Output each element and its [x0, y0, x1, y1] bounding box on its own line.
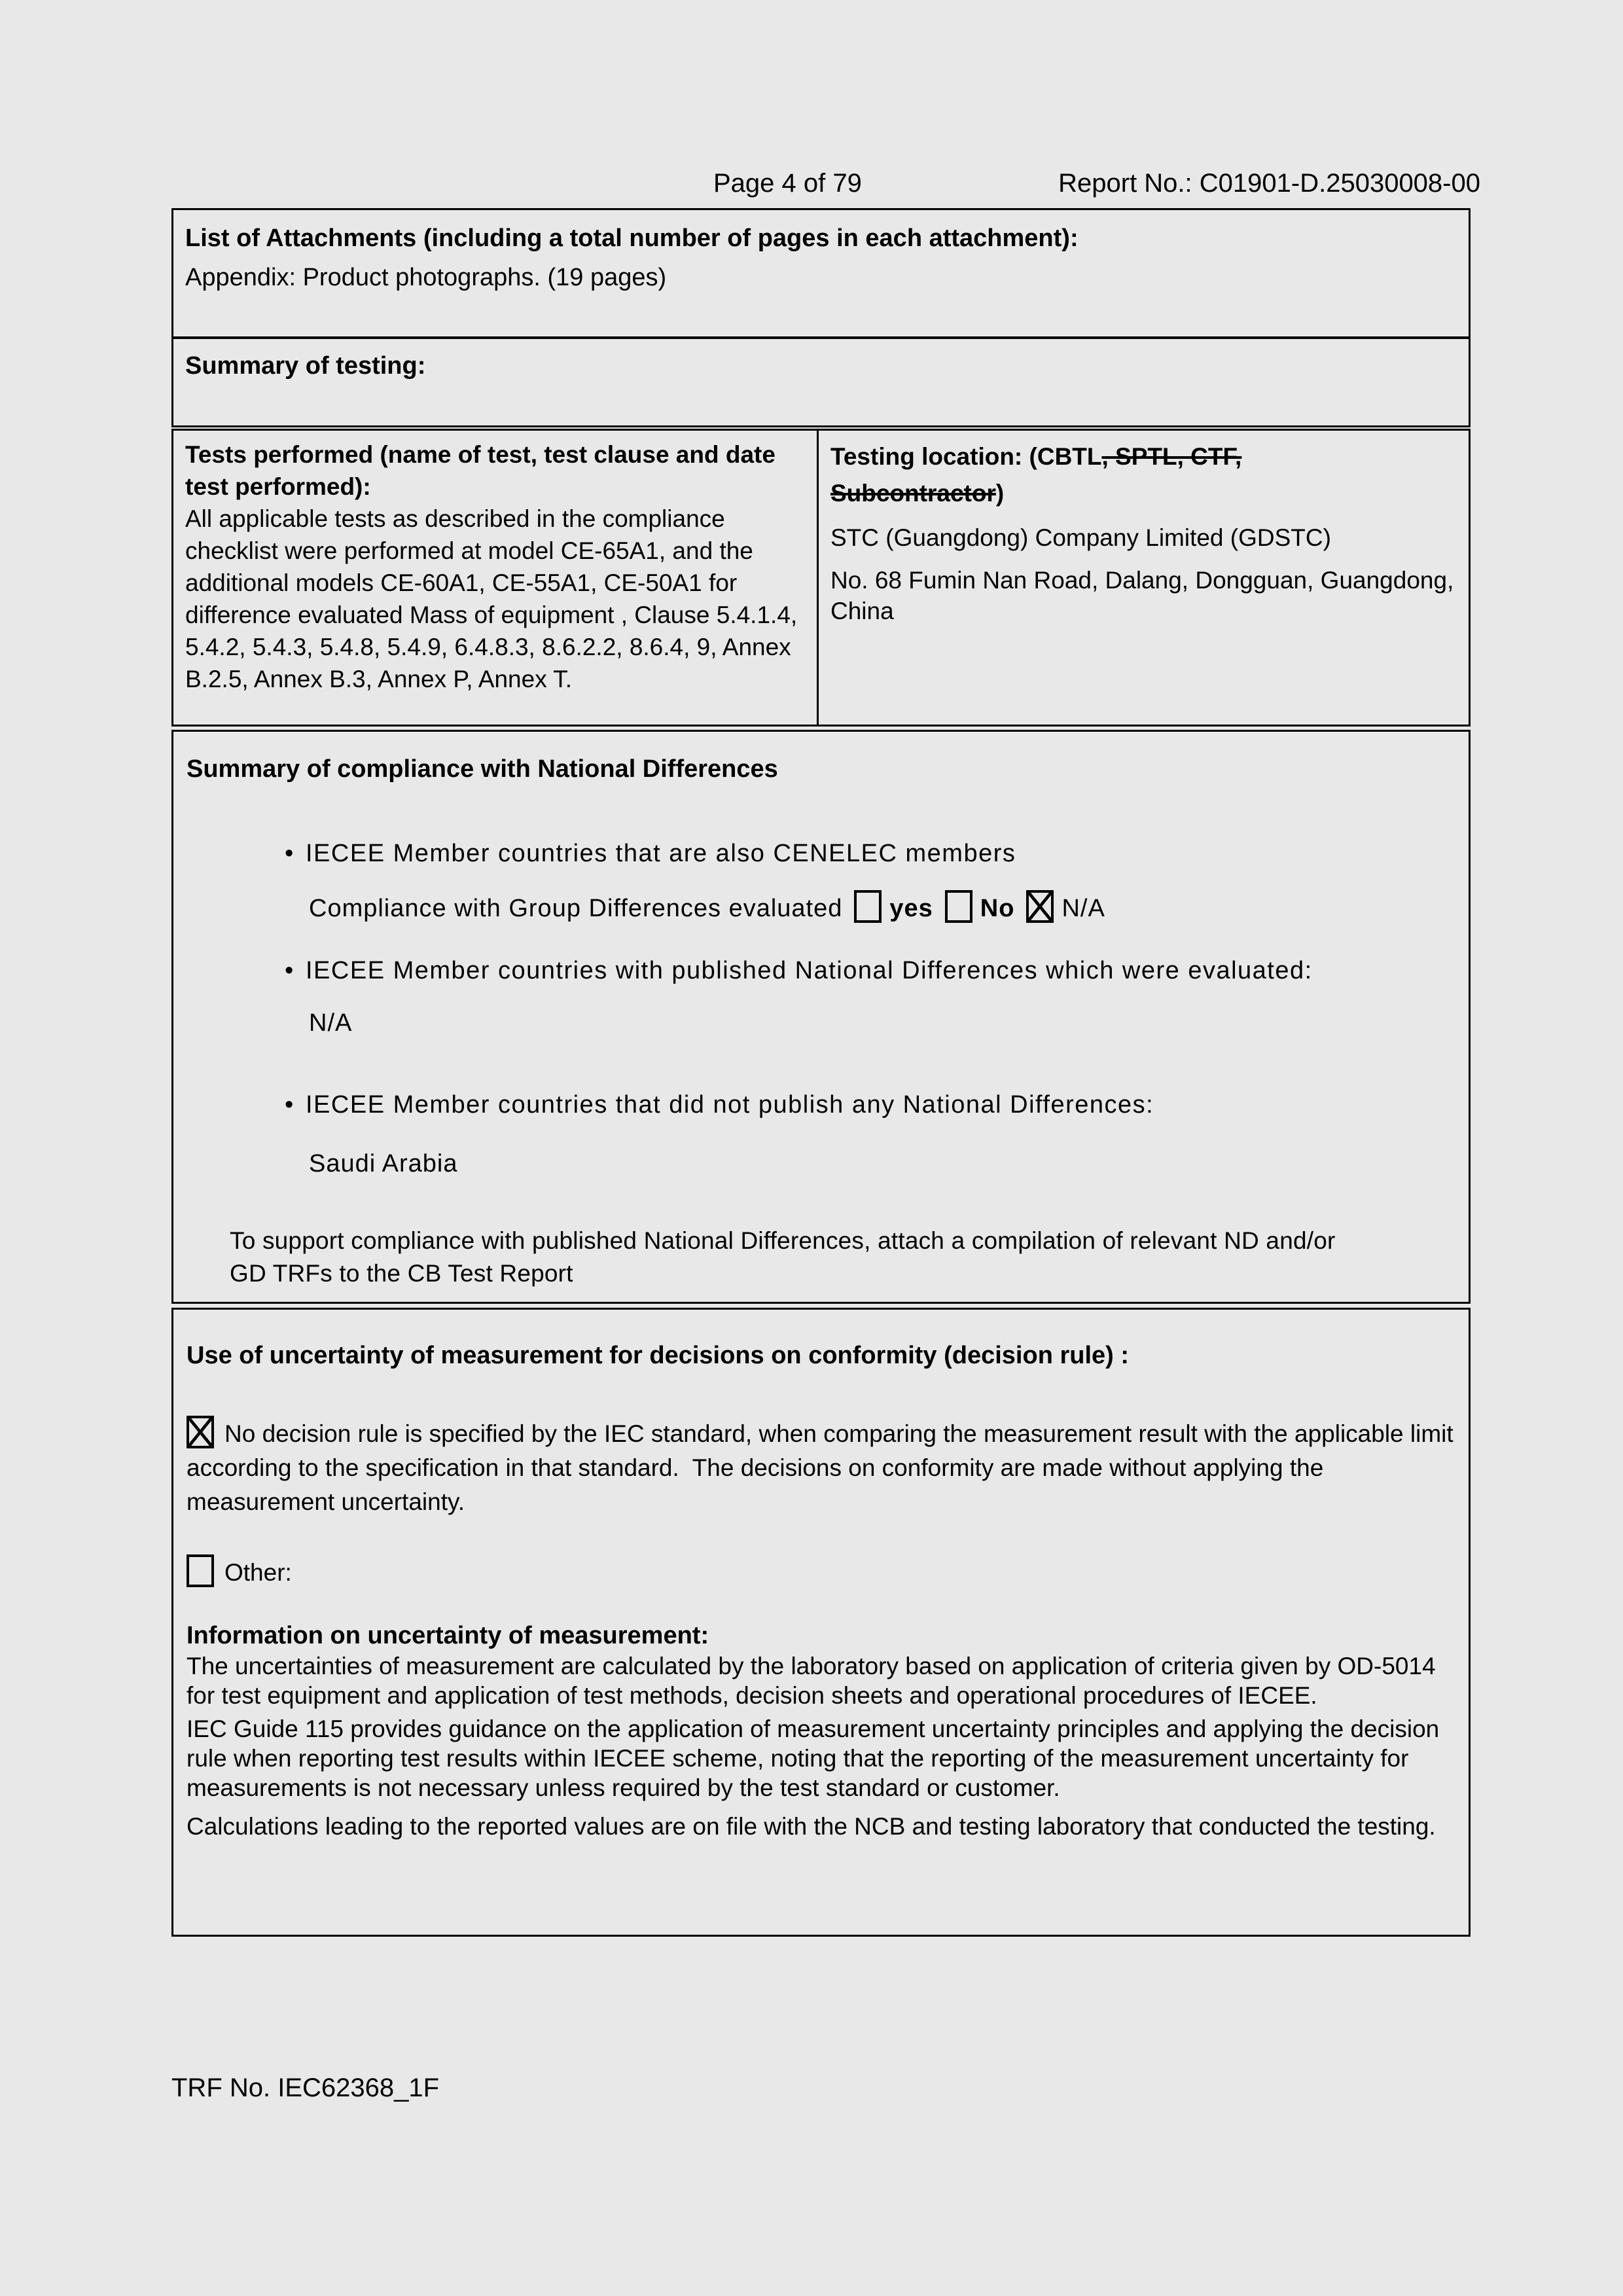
other-option: [187, 1554, 1454, 1590]
attachments-summary-table: [171, 208, 1471, 427]
bullet-published-nd: • IECEE Member countries with published National Differences which were evaluated:: [187, 956, 1454, 985]
checkbox-yes: [854, 890, 882, 923]
checkbox-no-decision-rule: [187, 1416, 214, 1448]
published-nd-value: N/A: [309, 1009, 353, 1037]
testing-location-company: STC (Guangdong) Company Limited (GDSTC): [830, 524, 1331, 551]
uncertainty-paragraph-3: Calculations leading to the reported values are on file with the NCB and testing laboratory that conducted the testing.: [187, 1813, 1436, 1840]
report-number: Report No.: C01901-D.25030008-00: [1058, 169, 1480, 198]
page-footer: [171, 2073, 439, 2103]
trf-number: TRF No. IEC62368_1F: [171, 2073, 440, 2102]
tests-performed-cell: [173, 431, 819, 725]
no-published-nd-value: Saudi Arabia: [309, 1150, 458, 1177]
summary-of-testing-row: [173, 339, 1469, 422]
testing-location-title: [830, 439, 1458, 512]
page-header: [0, 169, 1623, 200]
testing-location-close-paren: ): [995, 480, 1005, 507]
uncertainty-paragraph-1: The uncertainties of measurement are calculated by the laboratory based on application of criteria given by OD-5014 for test equipment and application of test methods, decision sheets and operational procedures of IECEE.: [187, 1653, 1436, 1709]
uncertainty-paragraph-2: IEC Guide 115 provides guidance on the application of measurement uncertainty principles and applying the decision rule when reporting test results within IECEE scheme, noting that the reporting of the measurement uncertainty for measurements is not necessary unless required by the test standard or customer.: [187, 1715, 1440, 1801]
checkbox-no: [945, 890, 972, 923]
no-decision-rule-text: No decision rule is specified by the IEC standard, when comparing the measurement result with the applicable limit according to the specification in that standard. The decisions on conformity are made without applying the measurement uncertainty.: [187, 1420, 1454, 1515]
bullet-no-published-nd: • IECEE Member countries that did not publish any National Differences:: [187, 1090, 1454, 1119]
checkbox-na: [1026, 890, 1054, 923]
no-label: No: [980, 895, 1015, 922]
uncertainty-title: Use of uncertainty of measurement for decisions on conformity (decision rule) :: [187, 1342, 1130, 1369]
testing-location-struck-options: , SPTL, CTF,: [1101, 443, 1242, 470]
report-body: [171, 208, 1471, 1937]
national-differences-section: [171, 730, 1471, 1304]
attachments-body: Appendix: Product photographs. (19 pages): [185, 264, 667, 291]
tests-performed-body: All applicable tests as described in the compliance checklist were performed at model CE-65A1, and the additional models CE-60A1, CE-55A1, CE-50A1 for difference evaluated Mass of equipment , Clause 5.4.1.4, 5.4.2, 5.4.3, 5.4.8, 5.4.9, 6.4.8.3, 8.6.2.2, 8.6.4, 9, Annex B.2.5, Annex B.3, Annex P, Annex T.: [185, 505, 798, 692]
list-of-attachments-row: [173, 210, 1469, 339]
no-decision-rule-option: [187, 1416, 1454, 1519]
national-differences-title: Summary of compliance with National Differences: [187, 755, 778, 783]
uncertainty-info-title: Information on uncertainty of measurement:: [187, 1622, 709, 1649]
group-differences-label: Compliance with Group Differences evaluated: [309, 895, 843, 922]
tests-performed-title: Tests performed (name of test, test clause and date test performed):: [185, 441, 776, 500]
attachments-title: List of Attachments (including a total number of pages in each attachment):: [185, 224, 1079, 252]
bullet-cenelec-members: • IECEE Member countries that are also CENELEC members: [187, 839, 1454, 868]
testing-location-struck-subcontractor: Subcontractor: [830, 480, 996, 507]
yes-label: yes: [889, 895, 933, 922]
testing-location-cell: [819, 431, 1469, 725]
group-differences-check-row: [187, 890, 1454, 923]
page-number: Page 4 of 79: [713, 169, 862, 198]
summary-of-testing-title: Summary of testing:: [185, 352, 426, 380]
tests-location-table: [171, 429, 1471, 726]
checkbox-other: [187, 1554, 214, 1587]
nd-support-note: To support compliance with published National Differences, attach a compilation of relevant ND and/or GD TRFs to the CB Test Report: [230, 1227, 1336, 1287]
testing-location-address: No. 68 Fumin Nan Road, Dalang, Dongguan, Guangdong, China: [830, 567, 1454, 624]
na-label: N/A: [1061, 895, 1105, 922]
testing-location-label: Testing location: (CBTL: [830, 443, 1102, 470]
uncertainty-section: [171, 1308, 1471, 1937]
other-label: Other:: [224, 1559, 292, 1586]
